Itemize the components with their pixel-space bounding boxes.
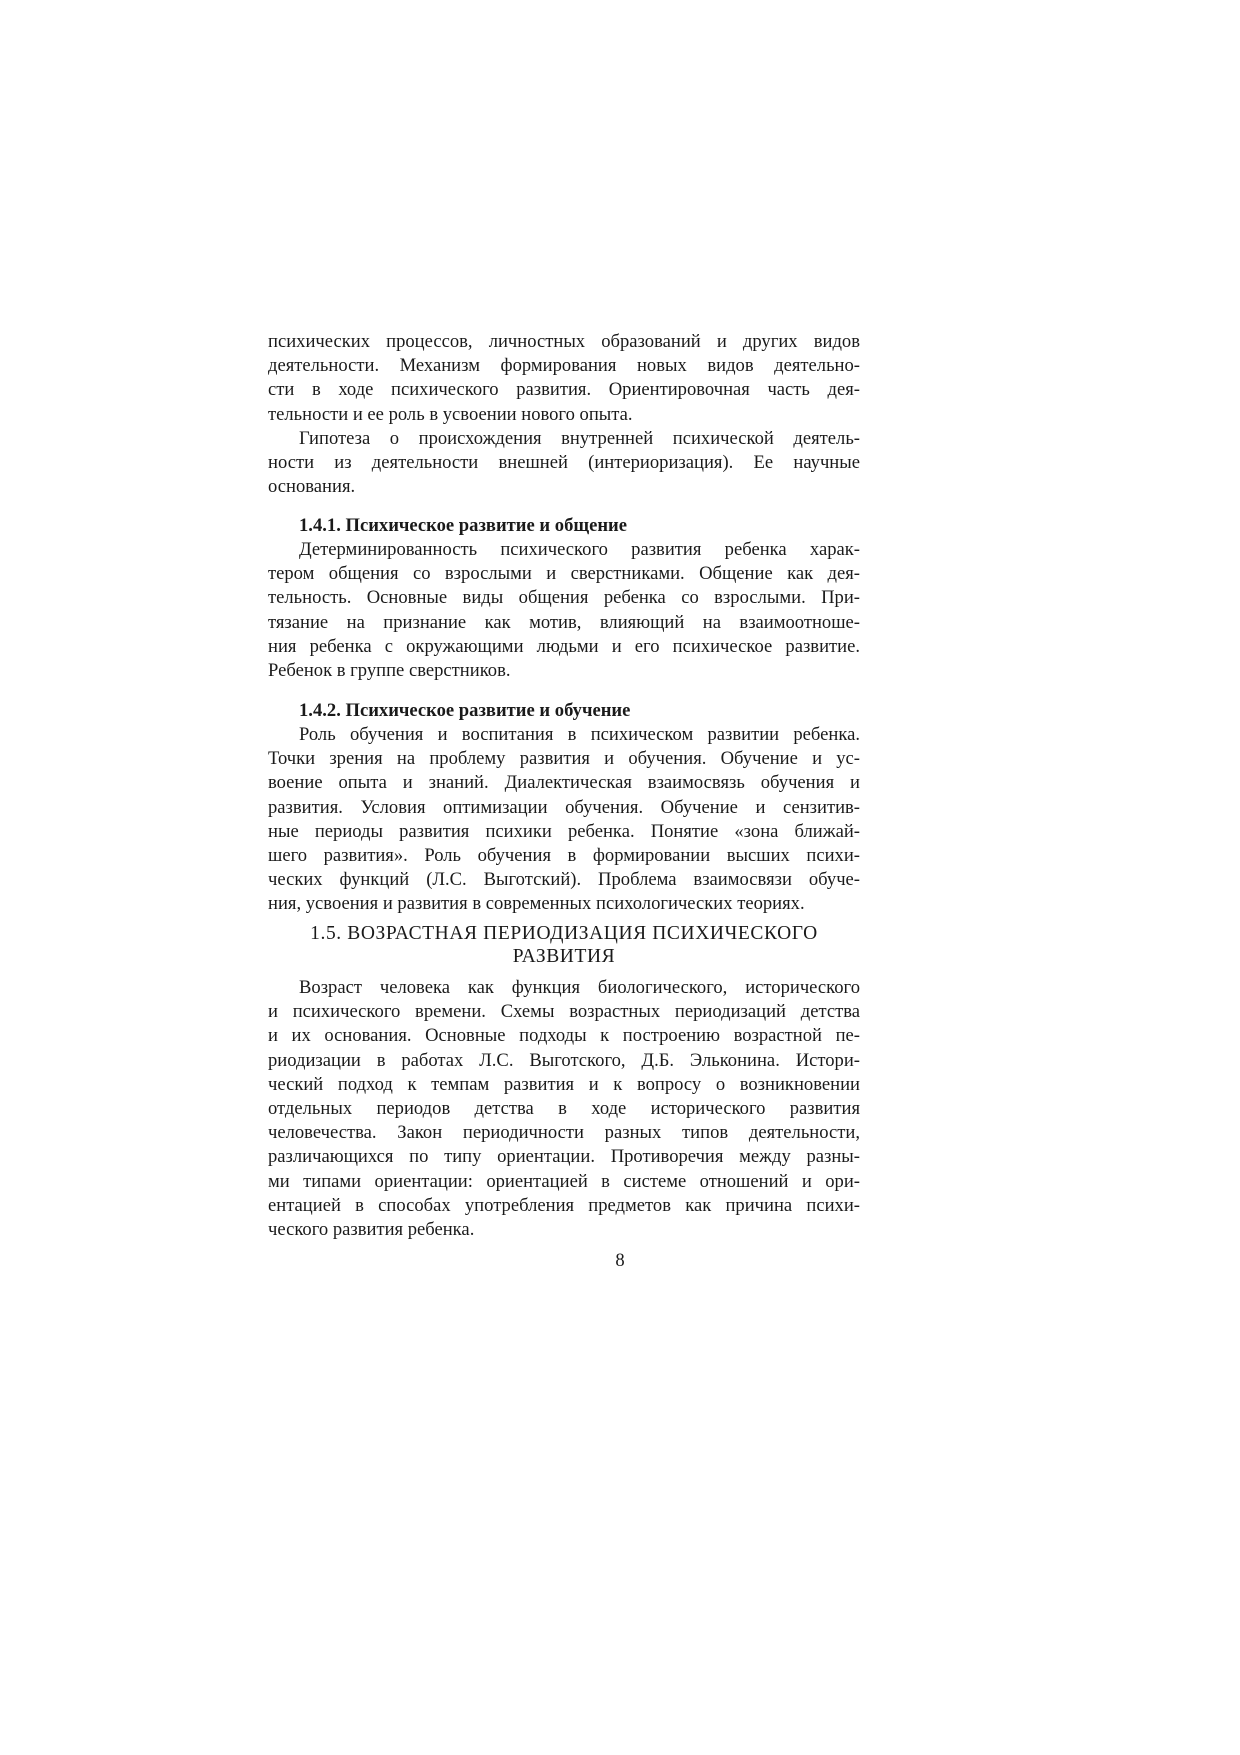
text-line: ные периоды развития психики ребенка. Понятие «зона ближай- — [268, 820, 860, 842]
text-line: человечества. Закон периодичности разных типов деятельности, — [268, 1122, 860, 1144]
text-line: психических процессов, личностных образований и других видов — [268, 331, 860, 352]
section-heading-line: 1.5. ВОЗРАСТНАЯ ПЕРИОДИЗАЦИЯ ПСИХИЧЕСКОГО — [310, 923, 818, 944]
heading-1-4-1: 1.4.1. Психическое развитие и общение — [299, 515, 628, 536]
text-line: тельность. Основные виды общения ребенка со взрослыми. При- — [268, 587, 860, 609]
text-line: деятельности. Механизм формирования новых видов деятельно- — [268, 355, 860, 377]
text-line: ческих функций (Л.С. Выготский). Проблема взаимосвязи обуче- — [268, 869, 860, 891]
text-line: различающихся по типу ориентации. Противоречия между разны- — [268, 1146, 860, 1168]
text-line: ности из деятельности внешней (интериоризация). Ее научные — [268, 452, 860, 474]
text-line: и их основания. Основные подходы к построению возрастной пе- — [268, 1025, 860, 1047]
section-heading-line: РАЗВИТИЯ — [512, 946, 616, 967]
text-line: ческого развития ребенка. — [268, 1218, 475, 1240]
text-line: тязание на признание как мотив, влияющий на взаимоотноше- — [268, 611, 860, 633]
text-line: и психического времени. Схемы возрастных периодизаций детства — [268, 1001, 860, 1023]
heading-1-4-2-block — [268, 699, 860, 723]
text-line: ния, усвоения и развития в современных психологических теориях. — [268, 893, 805, 915]
text-line: тером общения со взрослыми и сверстниками. Общение как дея- — [268, 563, 860, 585]
text-line: Ребенок в группе сверстников. — [268, 659, 511, 681]
text-line: сти в ходе психического развития. Ориентировочная часть дея- — [268, 379, 860, 401]
text-line: ми типами ориентации: ориентацией в системе отношений и ори- — [268, 1170, 860, 1192]
text-line: Гипотеза о происхождения внутренней психической деятель- — [299, 428, 860, 449]
text-line: ния ребенка с окружающими людьми и его психическое развитие. — [268, 635, 860, 657]
text-line: ентацией в способах употребления предметов как причина психи- — [268, 1194, 860, 1216]
text-line: основания. — [268, 476, 356, 498]
text-line: развития. Условия оптимизации обучения. Обучение и сензитив- — [268, 796, 860, 818]
heading-1-4-1-block — [268, 514, 860, 538]
text-line: отдельных периодов детства в ходе исторического развития — [268, 1097, 860, 1119]
page-number: 8 — [615, 1250, 625, 1271]
text-line: ческий подход к темпам развития и к вопросу о возникновении — [268, 1073, 860, 1095]
paragraph-periodization — [268, 976, 860, 1242]
paragraph-continuation — [268, 330, 860, 427]
text-line: тельности и ее роль в усвоении нового опыта. — [268, 403, 633, 425]
paragraph-communication — [268, 538, 860, 683]
heading-1-4-2: 1.4.2. Психическое развитие и обучение — [299, 700, 631, 721]
paragraph-learning — [268, 723, 860, 917]
paragraph-hypothesis — [268, 427, 860, 500]
section-heading-1-5 — [268, 922, 860, 968]
text-line: Роль обучения и воспитания в психическом развитии ребенка. — [299, 724, 860, 745]
text-line: Возраст человека как функция биологического, исторического — [299, 977, 860, 998]
text-line: воение опыта и знаний. Диалектическая взаимосвязь обучения и — [268, 772, 860, 794]
text-line: Точки зрения на проблему развития и обучения. Обучение и ус- — [268, 748, 860, 770]
text-line: Детерминированность психического развития ребенка харак- — [299, 539, 860, 560]
text-line: риодизации в работах Л.С. Выготского, Д.Б. Эльконина. Истори- — [268, 1049, 860, 1071]
text-line: шего развития». Роль обучения в формировании высших психи- — [268, 844, 860, 866]
